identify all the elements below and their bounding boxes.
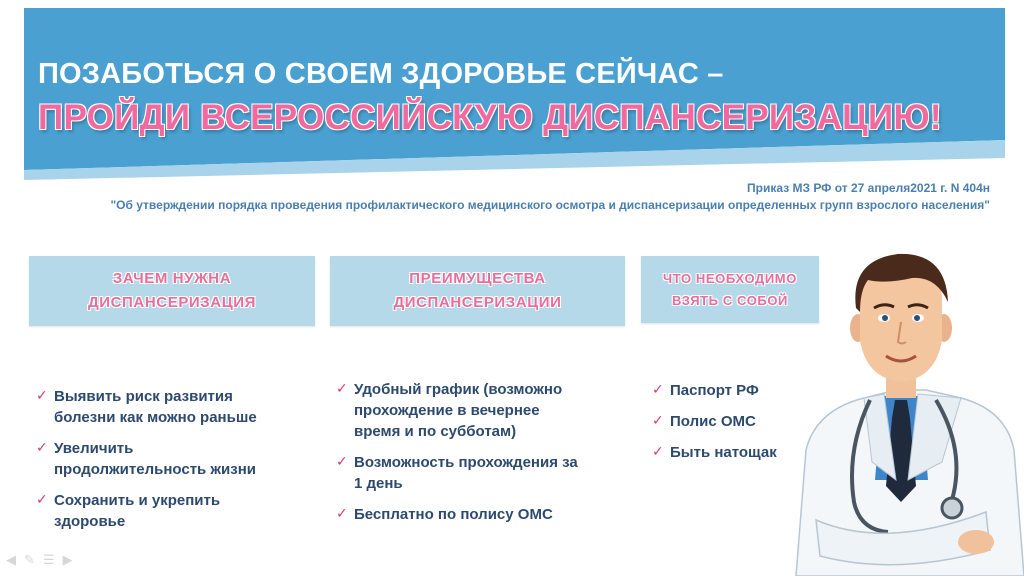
- checkmark-icon: ✓: [652, 443, 664, 459]
- banner-title-line2: ПРОЙДИ ВСЕРОССИЙСКУЮ ДИСПАНСЕРИЗАЦИЮ!: [38, 98, 942, 137]
- list-item: ✓ Удобный график (возможно прохождение в вечернее время и по субботам): [336, 380, 563, 440]
- list-item: ✓ Бесплатно по полису ОМС: [336, 505, 553, 523]
- arrow-right-icon[interactable]: ▶: [62, 552, 73, 567]
- list-item: ✓ Полис ОМС: [652, 412, 756, 430]
- order-description: "Об утверждении порядка проведения профилактического медицинского осмотра и диспансеризации определенных групп взрослого населения": [110, 198, 990, 212]
- checkmark-icon: ✓: [36, 387, 48, 403]
- why-list: [34, 386, 324, 542]
- list-item: ✓ Сохранить и укрепить здоровье: [36, 491, 221, 530]
- checkmark-icon: ✓: [336, 380, 348, 396]
- heading-line: ДИСПАНСЕРИЗАЦИЯ: [87, 294, 257, 311]
- section-heading-why: [29, 256, 315, 326]
- list-item: ✓ Увеличить продолжительность жизни: [36, 439, 257, 478]
- order-reference: Приказ МЗ РФ от 27 апреля2021 г. N 404н: [747, 181, 990, 195]
- pen-icon[interactable]: ✎: [24, 552, 35, 567]
- doctor-illustration: [776, 250, 1024, 576]
- heading-line: ВЗЯТЬ С СОБОЙ: [671, 292, 789, 308]
- list-item: ✓ Паспорт РФ: [652, 381, 759, 399]
- section-heading-advantages: [330, 256, 625, 326]
- heading-line: ЗАЧЕМ НУЖНА: [112, 270, 232, 287]
- list-item: ✓ Быть натощак: [652, 443, 777, 461]
- banner-title-line1: ПОЗАБОТЬСЯ О СВОЕМ ЗДОРОВЬЕ СЕЙЧАС –: [38, 58, 724, 90]
- header-banner: [24, 8, 1005, 180]
- advantages-list: [334, 379, 634, 535]
- checkmark-icon: ✓: [652, 381, 664, 397]
- list-item: ✓ Выявить риск развития болезни как можно раньше: [36, 387, 257, 426]
- heading-line: ДИСПАНСЕРИЗАЦИИ: [393, 294, 562, 311]
- heading-line: ПРЕИМУЩЕСТВА: [409, 270, 546, 287]
- arrow-left-icon[interactable]: ◀: [6, 552, 16, 567]
- checkmark-icon: ✓: [36, 439, 48, 455]
- checkmark-icon: ✓: [336, 453, 348, 469]
- heading-line: ЧТО НЕОБХОДИМО: [663, 270, 797, 286]
- checkmark-icon: ✓: [36, 491, 48, 507]
- presentation-nav: [6, 552, 73, 568]
- list-item: ✓ Возможность прохождения за 1 день: [336, 453, 578, 492]
- slides-menu-icon[interactable]: ☰: [42, 552, 55, 567]
- checkmark-icon: ✓: [652, 412, 664, 428]
- checkmark-icon: ✓: [336, 505, 348, 521]
